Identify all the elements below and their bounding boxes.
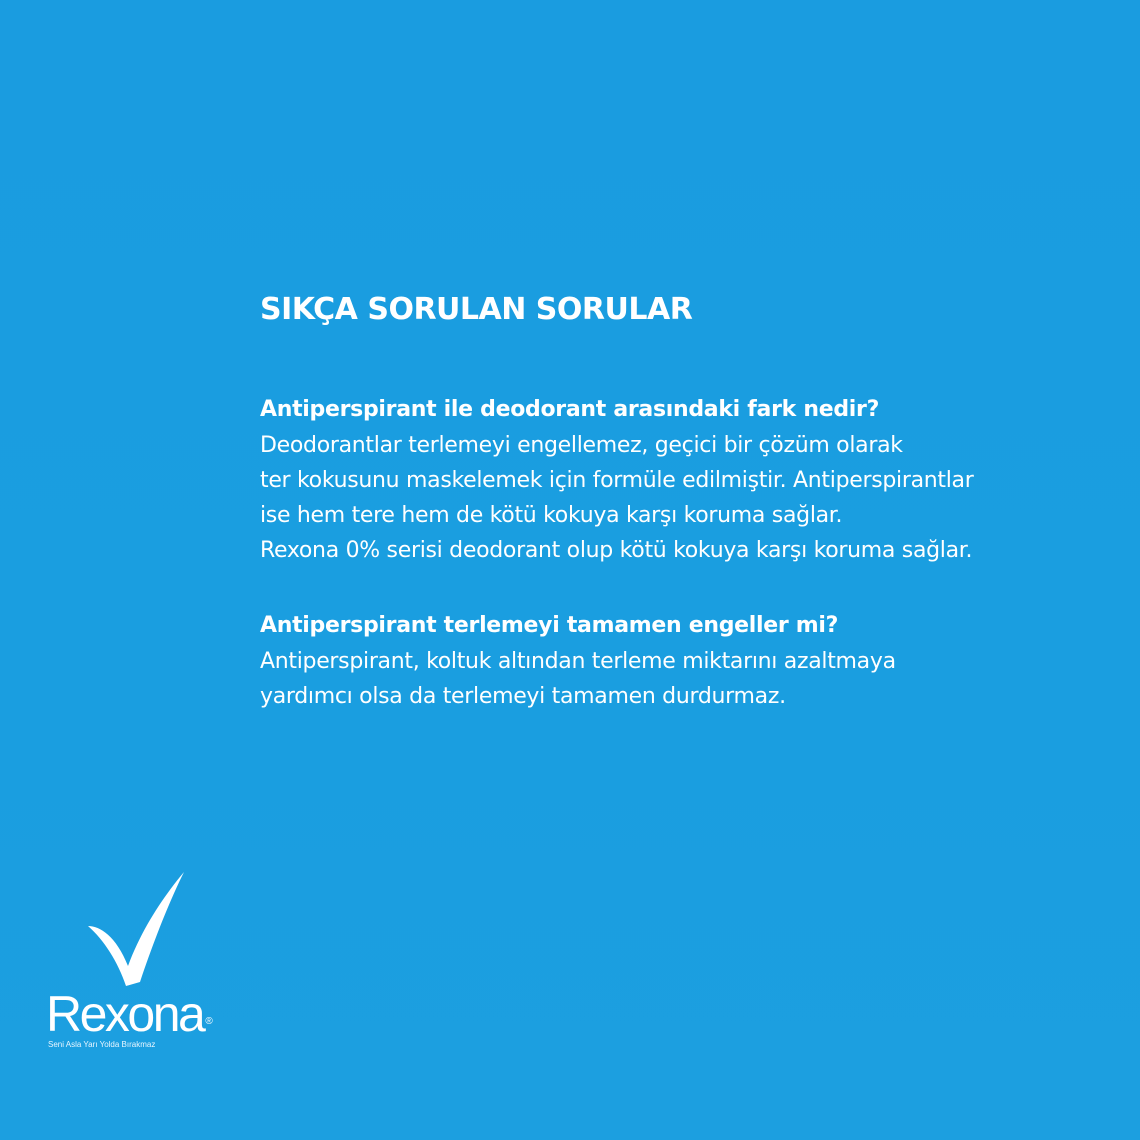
faq-section bbox=[260, 290, 1100, 754]
faq-answer-line: yardımcı olsa da terlemeyi tamamen durdurmaz. bbox=[260, 684, 786, 709]
brand-wordmark bbox=[46, 986, 213, 1042]
registered-mark: ® bbox=[205, 1016, 213, 1027]
faq-answer-line: ise hem tere hem de kötü kokuya karşı koruma sağlar. bbox=[260, 503, 843, 528]
faq-answer bbox=[260, 428, 1100, 568]
checkmark-icon bbox=[86, 870, 186, 990]
faq-question: Antiperspirant terlemeyi tamamen engeller mi? bbox=[260, 613, 839, 638]
faq-answer bbox=[260, 644, 1100, 714]
brand-name: Rexona bbox=[46, 986, 204, 1042]
faq-answer-line: Deodorantlar terlemeyi engellemez, geçici bir çözüm olarak bbox=[260, 433, 903, 458]
faq-question: Antiperspirant ile deodorant arasındaki fark nedir? bbox=[260, 397, 880, 422]
faq-answer-line: Rexona 0% serisi deodorant olup kötü kokuya karşı koruma sağlar. bbox=[260, 538, 973, 563]
brand-tagline: Seni Asla Yarı Yolda Bırakmaz bbox=[48, 1040, 156, 1049]
faq-answer-line: ter kokusunu maskelemek için formüle edilmiştir. Antiperspirantlar bbox=[260, 468, 974, 493]
faq-title: SIKÇA SORULAN SORULAR bbox=[260, 292, 693, 327]
rexona-logo bbox=[46, 868, 246, 1058]
faq-answer-line: Antiperspirant, koltuk altından terleme miktarını azaltmaya bbox=[260, 649, 896, 674]
faq-item bbox=[260, 392, 1100, 568]
faq-item bbox=[260, 608, 1100, 714]
